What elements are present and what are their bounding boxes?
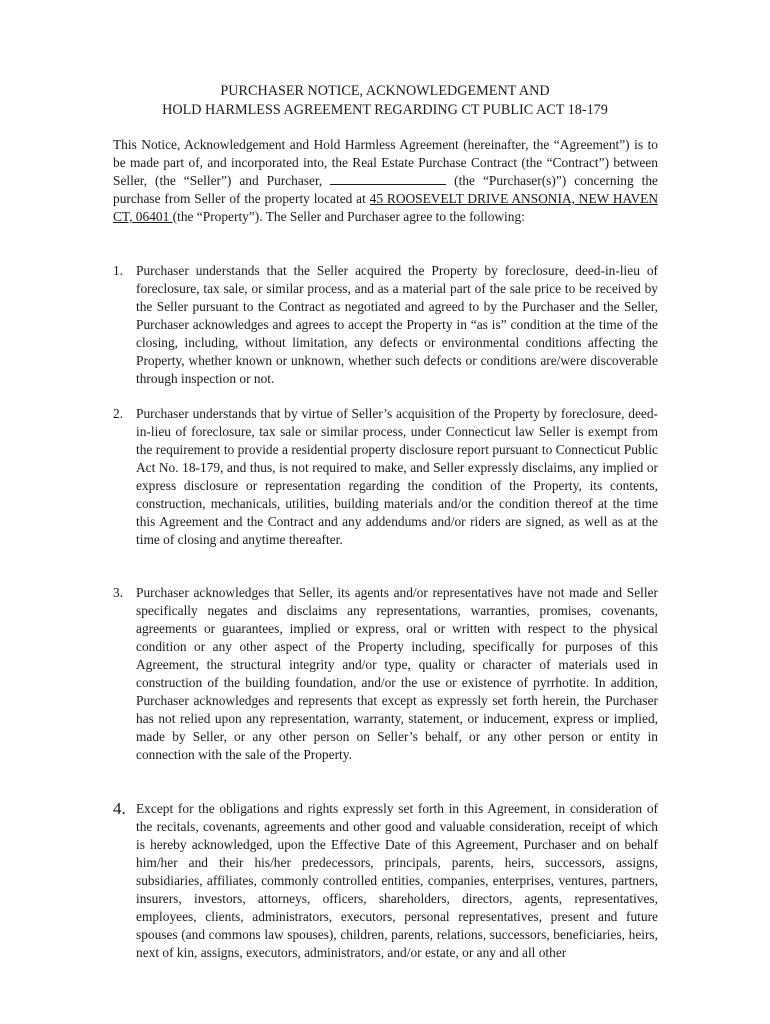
clause-text: Purchaser understands that by virtue of Seller’s acquisition of the Property by foreclosure, deed-in-lieu of foreclosure, tax sale or similar process, under Connecticut law Seller is exempt from the requirement to provide a residential property disclosure report pursuant to Connecticut Public Act No. 18-179, and thus, is not required to make, and Seller expressly disclaims, any implied or express disclosure or representation regarding the condition of the Property, its contents, construction, mechanicals, utilities, building materials and/or the condition thereof at the time this Agreement and the Contract and any addendums and/or riders are signed, as well as at the time of closing and anytime thereafter. <box>136 406 658 547</box>
intro-text-2: (the “Purchaser(s)”) concerning the purchase from Seller of the property located at <box>113 173 659 206</box>
clause-number: 1. <box>113 263 124 278</box>
clause-4 <box>113 800 658 962</box>
clause-1 <box>113 262 658 388</box>
intro-paragraph <box>113 136 658 226</box>
purchaser-name-blank[interactable] <box>330 172 446 185</box>
title-line-2: HOLD HARMLESS AGREEMENT REGARDING CT PUBLIC ACT 18-179 <box>162 102 608 118</box>
clause-text: Purchaser acknowledges that Seller, its agents and/or representatives have not made and Seller specifically negates and disclaims any representations, warranties, promises, covenants, agreements or guarantees, implied or express, oral or written with respect to the physical condition or any other aspect of the Property including, specifically for purposes of this Agreement, the structural integrity and/or type, quality or character of materials used in construction of the building foundation, and/or the use or existence of pyrrhotite. In addition, Purchaser acknowledges and represents that except as expressly set forth herein, the Purchaser has not relied upon any representation, warranty, statement, or inducement, express or implied, made by Seller, or any other person on Seller’s behalf, or any other person or entity in connection with the sale of the Property. <box>136 585 658 762</box>
clause-number: 3. <box>113 585 124 600</box>
clause-2 <box>113 405 658 549</box>
clause-text: Except for the obligations and rights expressly set forth in this Agreement, in consideration of the recitals, covenants, agreements and other good and valuable consideration, receipt of which is hereby acknowledged, upon the Effective Date of this Agreement, Purchaser and on behalf him/her and their his/her predecessors, principals, parents, heirs, successors, assigns, subsidiaries, affiliates, commonly controlled entities, companies, enterprises, ventures, partners, insurers, investors, attorneys, officers, shareholders, directors, agents, representatives, employees, clients, administrators, executors, personal representatives, present and future spouses (and commons law spouses), children, parents, relations, successors, beneficiaries, heirs, next of kin, assigns, executors, administrators, and/or estate, or any and all other <box>136 801 658 960</box>
title-line-1: PURCHASER NOTICE, ACKNOWLEDGEMENT AND <box>220 83 550 99</box>
clause-3 <box>113 584 658 764</box>
intro-text-1: This Notice, Acknowledgement and Hold Harmless Agreement (hereinafter, the “Agreement”) is to be made part of, and incorporated into, the Real Estate Purchase Contract (the “Contract”) between Seller, (the “Seller”) and Purchaser, <box>113 137 658 188</box>
property-address: 45 ROOSEVELT DRIVE ANSONIA, NEW HAVEN CT, 06401 <box>113 191 658 224</box>
clause-number: 4. <box>113 799 126 818</box>
clause-text: Purchaser understands that the Seller acquired the Property by foreclosure, deed-in-lieu of foreclosure, tax sale, or similar process, and as a material part of the sale price to be received by the Seller pursuant to the Contract as negotiated and agreed to by the Purchaser and the Seller, Purchaser acknowledges and agrees to accept the Property in “as is” condition at the time of the closing, including, without limitation, any defects or environmental conditions affecting the Property, whether known or unknown, whether such defects or conditions are/were discoverable through inspection or not. <box>136 263 658 386</box>
intro-text-3: (the “Property”). The Seller and Purchaser agree to the following: <box>172 209 525 224</box>
clause-number: 2. <box>113 406 124 421</box>
document-title <box>0 82 770 120</box>
